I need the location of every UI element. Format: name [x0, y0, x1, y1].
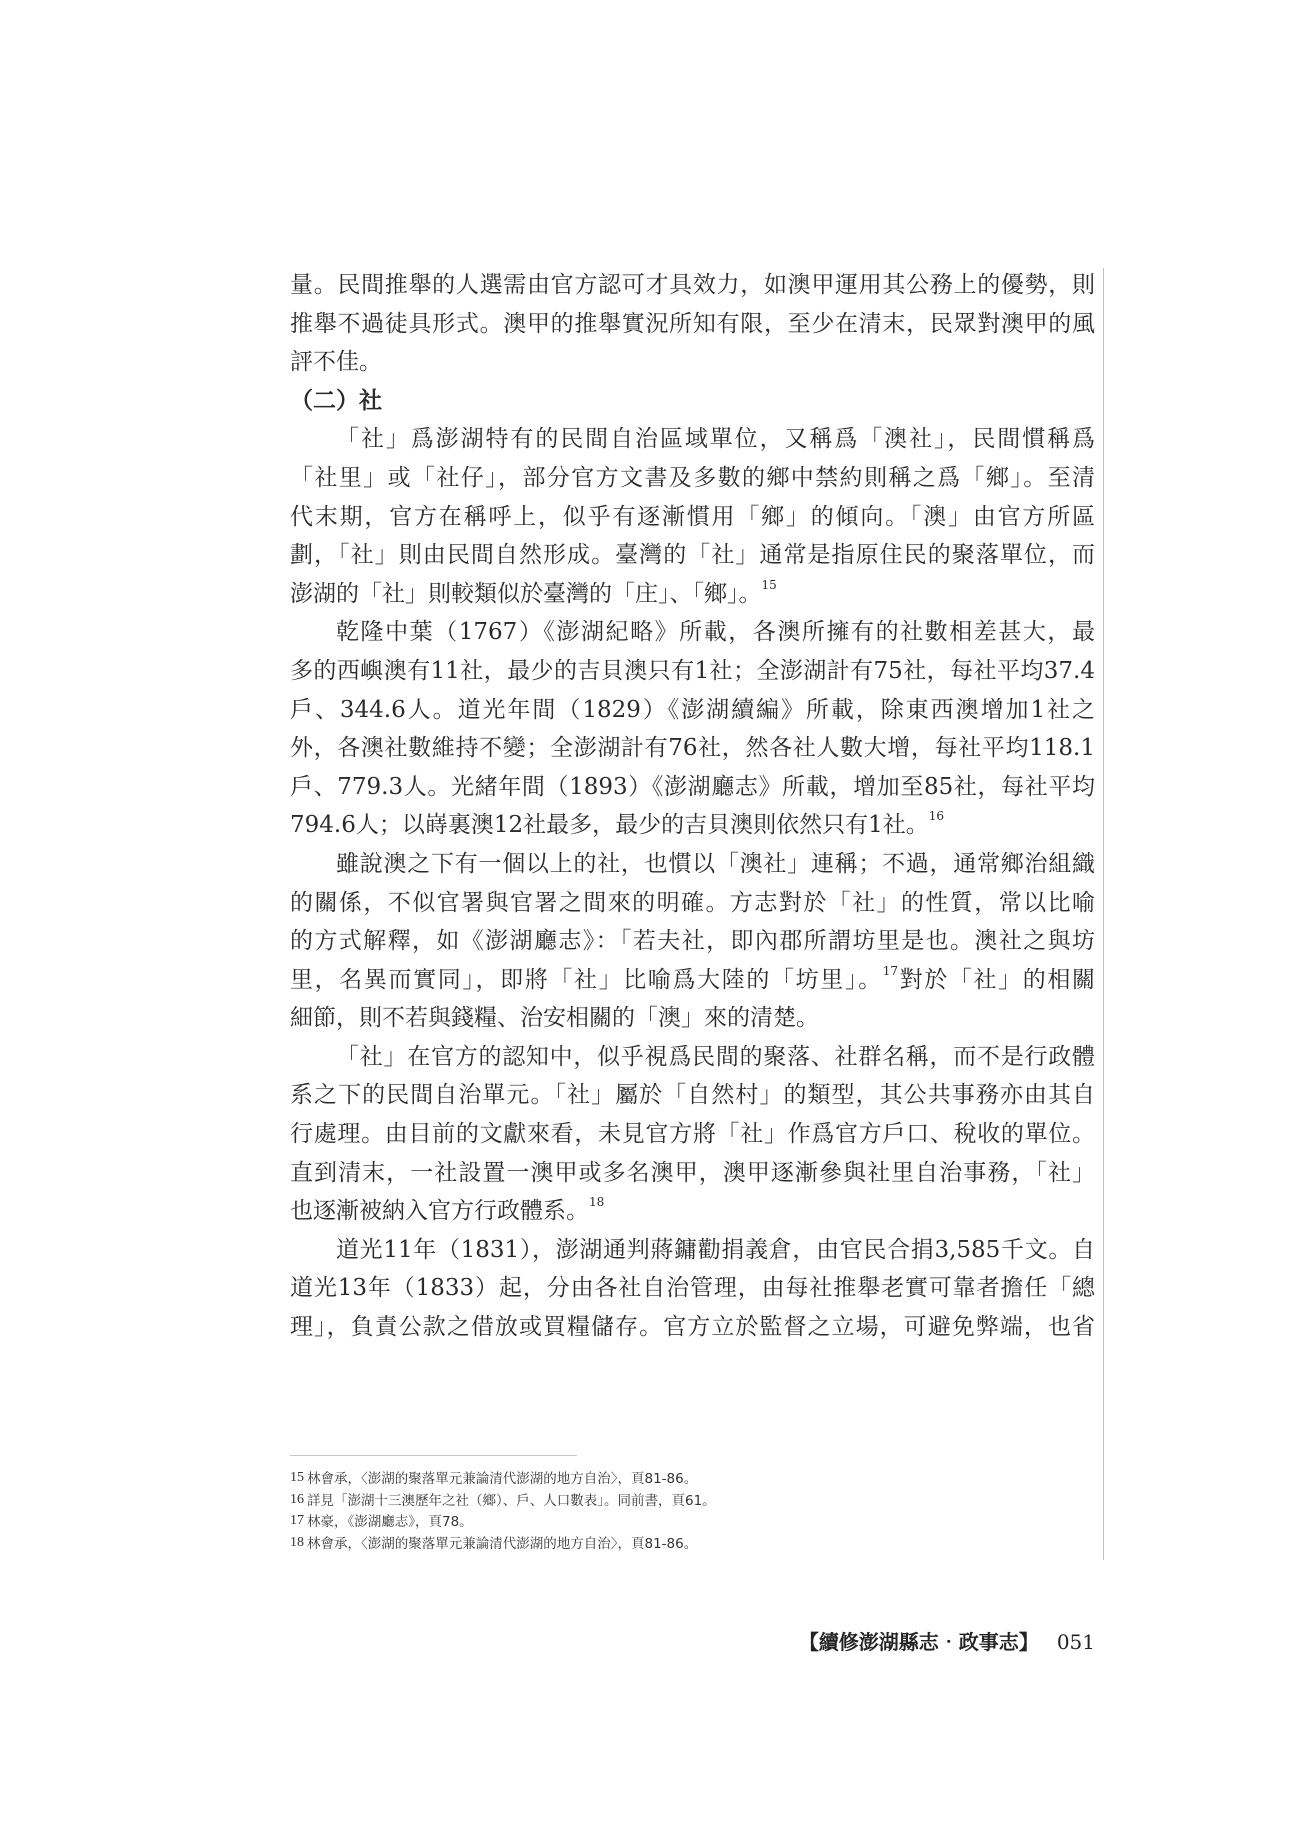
text-segment: 對於「社」的相關: [897, 966, 1096, 993]
text-line: [290, 1269, 1095, 1308]
text-segment: 也逐漸被納入官方行政體系。: [290, 1198, 589, 1225]
text-line: [290, 1115, 1095, 1154]
text-line: [290, 768, 1095, 807]
text-line: [290, 1308, 1095, 1347]
footnote-ref[interactable]: 16: [928, 809, 945, 824]
footnote-separator: [290, 1455, 577, 1456]
text-line: [290, 536, 1095, 575]
text-segment: 外，各澳社數維持不變；全澎湖計有76社，然各社人數大增，每社平均118.1: [290, 735, 1095, 762]
text-segment: 794.6人；以嵵裏澳12社最多，最少的吉貝澳則依然只有1社。: [290, 812, 929, 839]
text-segment: 劃，「社」則由民間自然形成。臺灣的「社」通常是指原住民的聚落單位，而: [290, 542, 1095, 569]
text-line: [290, 999, 1095, 1038]
text-line: [290, 961, 1095, 1000]
text-segment: 代末期，官方在稱呼上，似乎有逐漸慣用「鄉」的傾向。「澳」由官方所區: [290, 503, 1095, 530]
text-line: [290, 575, 1095, 614]
footnote-number: 17: [290, 1513, 304, 1528]
page-footer: [799, 1626, 1095, 1655]
text-line: [290, 652, 1095, 691]
text-segment: 乾隆中葉（1767）《澎湖紀略》所載，各澳所擁有的社數相差甚大，最: [336, 619, 1095, 646]
text-segment: 行處理。由目前的文獻來看，未見官方將「社」作爲官方戶口、稅收的單位。: [290, 1121, 1095, 1148]
text-segment: 理」，負責公款之借放或買糧儲存。官方立於監督之立場，可避免弊端，也省: [290, 1314, 1095, 1341]
text-line: [290, 420, 1095, 459]
body-text: [290, 266, 1095, 1347]
footnote-text: 林豪，《澎湖廳志》，頁78。: [307, 1514, 473, 1530]
text-segment: 推舉不過徒具形式。澳甲的推舉實況所知有限，至少在清末，民眾對澳甲的風: [290, 310, 1095, 337]
text-line: [290, 845, 1095, 884]
text-line: [290, 1192, 1095, 1231]
footnote: [290, 1533, 716, 1555]
text-line: [290, 691, 1095, 730]
text-line: [290, 459, 1095, 498]
text-segment: 「社」爲澎湖特有的民間自治區域單位，又稱爲「澳社」，民間慣稱爲: [336, 426, 1095, 453]
text-segment: 澎湖的「社」則較類似於臺灣的「庄」、「鄉」。: [290, 580, 762, 607]
text-segment: 戶、779.3人。光緒年間（1893）《澎湖廳志》所載，增加至85社，每社平均: [290, 773, 1095, 800]
footnote-text: 林會承，〈澎湖的聚落單元兼論清代澎湖的地方自治〉，頁81-86。: [307, 1535, 698, 1552]
footnote-number: 16: [290, 1491, 304, 1507]
text-line: [290, 343, 1095, 382]
text-line: [290, 613, 1095, 652]
text-line: [290, 498, 1095, 537]
footnotes: [290, 1468, 716, 1554]
text-segment: 道光13年（1833）起，分由各社自治管理，由每社推舉老實可靠者擔任「總: [290, 1275, 1095, 1302]
text-segment: 里，名異而實同」，即將「社」比喻爲大陸的「坊里」。: [290, 966, 883, 993]
text-line: [290, 806, 1095, 845]
text-line: [290, 884, 1095, 923]
footnote: [290, 1490, 716, 1512]
page-number: 051: [1056, 1630, 1095, 1654]
text-segment: 多的西嶼澳有11社，最少的吉貝澳只有1社；全澎湖計有75社，每社平均37.4: [290, 657, 1095, 684]
text-segment: 「社里」或「社仔」，部分官方文書及多數的鄉中禁約則稱之爲「鄉」。至清: [290, 464, 1095, 491]
text-line: [290, 1038, 1095, 1077]
text-segment: 系之下的民間自治單元。「社」屬於「自然村」的類型，其公共事務亦由其自: [290, 1082, 1095, 1109]
text-line: [290, 1076, 1095, 1115]
text-line: [290, 305, 1095, 344]
footnote-text: 林會承，〈澎湖的聚落單元兼論清代澎湖的地方自治〉，頁81-86。: [307, 1471, 698, 1487]
text-segment: 「社」在官方的認知中，似乎視爲民間的聚落、社群名稱，而不是行政體: [336, 1043, 1095, 1070]
running-title: 【續修澎湖縣志‧政事志】: [798, 1630, 1039, 1654]
text-segment: 直到清末，一社設置一澳甲或多名澳甲，澳甲逐漸參與社里自治事務，「社」: [290, 1159, 1095, 1186]
footnote-text: 詳見「澎湖十三澳歷年之社（鄉）、戶、人口數表」。同前書，頁61。: [307, 1492, 716, 1509]
text-segment: 的方式解釋，如《澎湖廳志》：「若夫社，即內郡所謂坊里是也。澳社之與坊: [290, 928, 1095, 955]
footnote: [290, 1511, 716, 1533]
text-line: [290, 922, 1095, 961]
text-segment: 戶、344.6人。道光年間（1829）《澎湖續編》所載，除東西澳增加1社之: [290, 696, 1095, 723]
footnote-ref[interactable]: 15: [761, 577, 777, 592]
text-line: [290, 266, 1095, 305]
text-line: [290, 1231, 1095, 1270]
footnote-number: 18: [290, 1534, 304, 1550]
footnote-ref[interactable]: 17: [882, 963, 898, 978]
margin-rule: [1103, 268, 1104, 1560]
text-segment: 道光11年（1831），澎湖通判蔣鏞勸捐義倉，由官民合捐3,585千文。自: [336, 1236, 1095, 1263]
text-segment: 雖說澳之下有一個以上的社，也慣以「澳社」連稱；不過，通常鄉治組織: [336, 850, 1095, 877]
text-segment: 量。民間推舉的人選需由官方認可才具效力，如澳甲運用其公務上的優勢，則: [290, 272, 1095, 298]
text-line: [290, 1154, 1095, 1193]
text-segment: 細節，則不若與錢糧、治安相關的「澳」來的清楚。: [290, 1005, 819, 1032]
footnote: [290, 1468, 716, 1490]
text-segment: 的關係，不似官署與官署之間來的明確。方志對於「社」的性質，常以比喻: [290, 889, 1095, 916]
footnote-number: 15: [290, 1470, 304, 1485]
section-heading: （二）社: [290, 386, 382, 414]
text-segment: 評不佳。: [290, 349, 382, 376]
footnote-ref[interactable]: 18: [589, 1195, 605, 1210]
text-line: [290, 729, 1095, 768]
